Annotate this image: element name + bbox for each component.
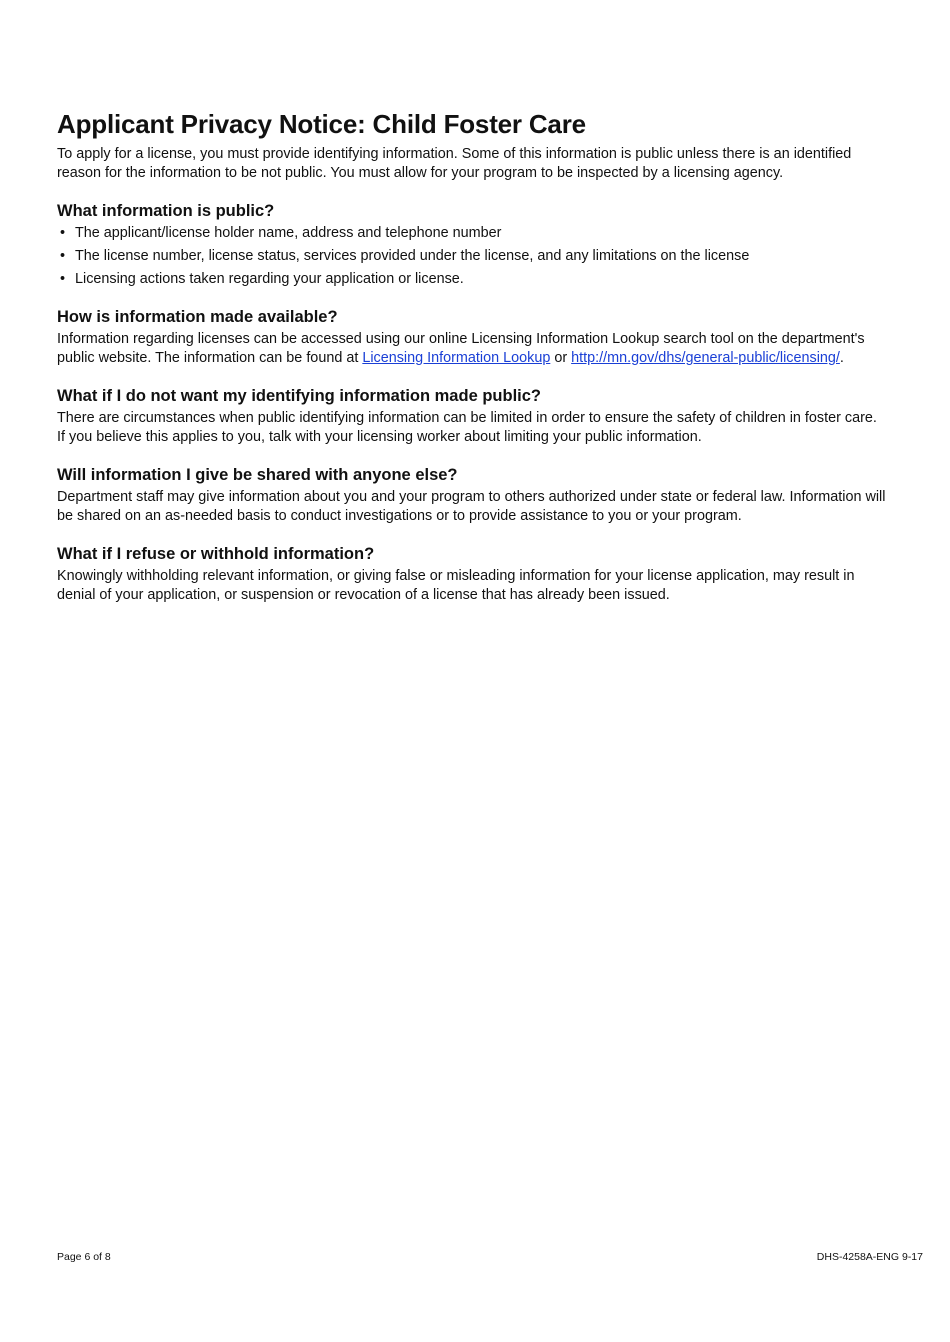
availability-paragraph bbox=[57, 330, 887, 368]
list-item-text: The applicant/license holder name, address and telephone number bbox=[75, 225, 502, 241]
document-content bbox=[57, 108, 887, 605]
public-info-list bbox=[57, 224, 887, 289]
licensing-lookup-link[interactable]: Licensing Information Lookup bbox=[362, 350, 551, 366]
page-number: Page 6 of 8 bbox=[57, 1251, 111, 1263]
list-item bbox=[57, 247, 887, 266]
shared-paragraph: Department staff may give information about you and your program to others authorized under state or federal law. Information will be shared on an as-needed basis to conduct investigations or to provide assistance to you or your program. bbox=[57, 489, 886, 524]
availability-text-end: . bbox=[839, 350, 844, 366]
bullet-icon: • bbox=[60, 271, 66, 287]
availability-text-between: or bbox=[550, 350, 572, 366]
heading-public-info: What information is public? bbox=[57, 202, 275, 220]
refuse-paragraph: Knowingly withholding relevant information, or giving false or misleading information for your license application, may result in denial of your application, or suspension or revocation of a license that has already been issued. bbox=[57, 568, 855, 603]
list-item-text: Licensing actions taken regarding your application or license. bbox=[75, 271, 464, 287]
list-item-text: The license number, license status, services provided under the license, and any limitations on the license bbox=[75, 248, 750, 264]
heading-shared: Will information I give be shared with anyone else? bbox=[57, 466, 458, 484]
heading-availability: How is information made available? bbox=[57, 308, 338, 326]
availability-text: Information regarding licenses can be accessed using our online Licensing Information Lookup search tool on the department's public website. The information can be found at bbox=[57, 331, 865, 366]
form-id: DHS-4258A-ENG 9-17 bbox=[816, 1251, 923, 1263]
page-title: Applicant Privacy Notice: Child Foster Care bbox=[57, 109, 586, 139]
heading-refuse: What if I refuse or withhold information? bbox=[57, 545, 375, 563]
list-item bbox=[57, 224, 887, 243]
licensing-url-link[interactable]: http://mn.gov/dhs/general-public/licensing/ bbox=[571, 350, 840, 366]
list-item bbox=[57, 270, 887, 289]
intro-paragraph: To apply for a license, you must provide identifying information. Some of this information is public unless there is an identified reason for the information to be not public. You must allow for your program to be inspected by a licensing agency. bbox=[57, 146, 852, 181]
bullet-icon: • bbox=[60, 248, 66, 264]
heading-not-public: What if I do not want my identifying information made public? bbox=[57, 387, 541, 405]
not-public-paragraph: There are circumstances when public identifying information can be limited in order to ensure the safety of children in foster care. If you believe this applies to you, talk with your licensing worker about limiting your public information. bbox=[57, 410, 877, 445]
bullet-icon: • bbox=[60, 225, 66, 241]
